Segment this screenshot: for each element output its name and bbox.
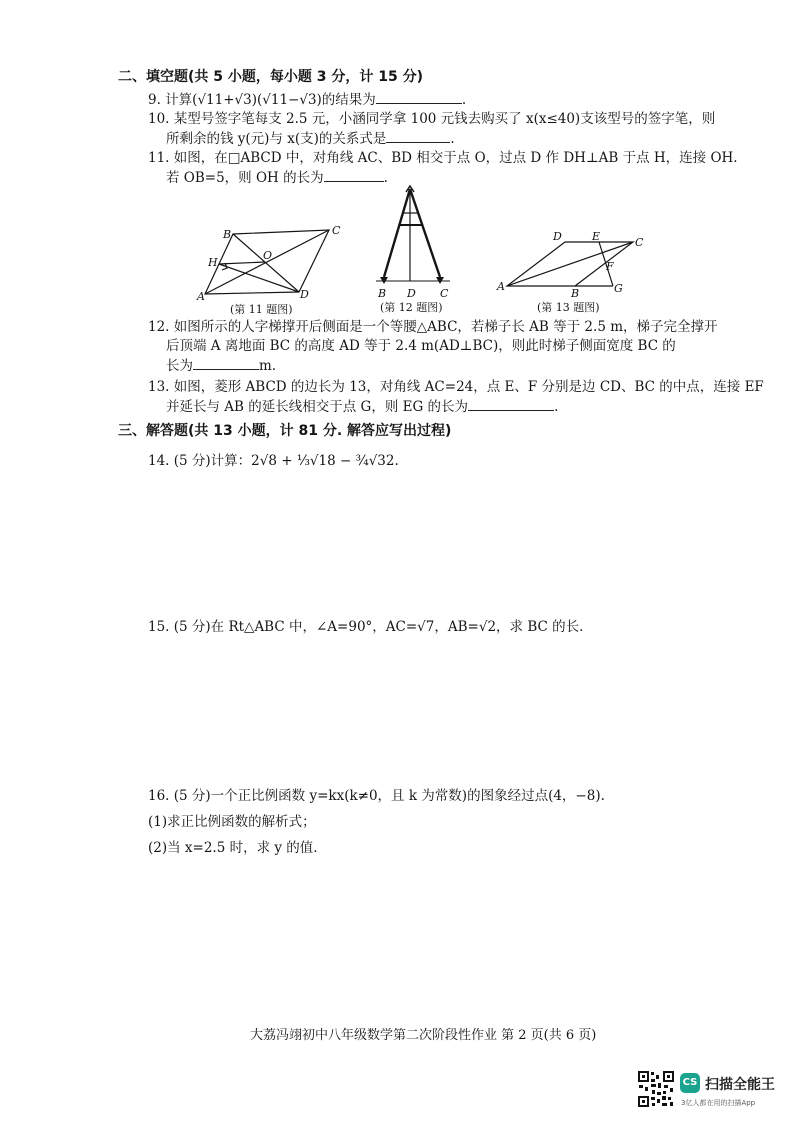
scanner-tagline: 3亿人都在用的扫描App <box>681 1099 756 1107</box>
question-14: 14. (5 分)计算：2√8 + ⅓√18 − ¾√32. <box>148 453 399 469</box>
q11-answer-blank[interactable] <box>324 168 384 182</box>
figure-11-parallelogram <box>195 218 345 300</box>
question-16-sub-2: (2)当 x=2.5 时，求 y 的值. <box>148 840 318 856</box>
qr-code-icon <box>637 1070 675 1108</box>
figure-11-caption: (第 11 题图) <box>230 303 293 316</box>
question-9: 9. 计算(√11+√3)(√11−√3)的结果为 . <box>148 92 467 108</box>
fig11-label-H: H <box>208 256 218 269</box>
fig11-label-C: C <box>332 224 341 237</box>
q9-answer-blank[interactable] <box>376 90 462 104</box>
question-11-line-2: 若 OB=5，则 OH 的长为 . <box>166 170 388 186</box>
figure-12-caption: (第 12 题图) <box>380 301 443 314</box>
figure-13-rhombus <box>493 228 648 298</box>
question-16-line-1: 16. (5 分)一个正比例函数 y=kx(k≠0，且 k 为常数)的图象经过点(4，−8). <box>148 788 605 804</box>
fig11-label-O: O <box>263 249 273 262</box>
q10-answer-blank[interactable] <box>386 129 450 143</box>
fig13-label-F: F <box>606 260 614 273</box>
fig11-label-A: A <box>197 290 205 300</box>
question-12-line-2: 后顶端 A 离地面 BC 的高度 AD 等于 2.4 m(AD⊥BC)，则此时梯子侧面宽度 BC 的 <box>166 338 676 354</box>
question-13-line-1: 13. 如图，菱形 ABCD 的边长为 13，对角线 AC=24，点 E、F 分别是边 CD、BC 的中点，连接 EF <box>148 379 764 395</box>
camscanner-logo-icon: CS <box>680 1073 700 1093</box>
fig11-label-D: D <box>300 288 309 300</box>
page-footer: 大荔冯翊初中八年级数学第二次阶段性作业 第 2 页(共 6 页) <box>250 1028 597 1043</box>
section-3-title: 三、解答题(共 13 小题，计 81 分. 解答应写出过程) <box>118 423 452 439</box>
question-12-line-3: 长为 m. <box>166 358 277 374</box>
question-12-line-1: 12. 如图所示的人字梯撑开后侧面是一个等腰△ABC，若梯子长 AB 等于 2.5 m，梯子完全撑开 <box>148 319 718 335</box>
q13-answer-blank[interactable] <box>468 397 554 411</box>
section-2-title: 二、填空题(共 5 小题，每小题 3 分，计 15 分) <box>118 69 424 85</box>
fig12-label-C: C <box>440 287 449 300</box>
fig13-label-C: C <box>635 236 644 249</box>
question-16-sub-1: (1)求正比例函数的解析式； <box>148 814 316 830</box>
figure-12-ladder <box>370 185 460 301</box>
scanner-app-name: 扫描全能王 <box>705 1077 775 1093</box>
fig13-label-E: E <box>592 230 601 243</box>
question-10-line-1: 10. 某型号签字笔每支 2.5 元，小涵同学拿 100 元钱去购买了 x(x≤40)支该型号的签字笔，则 <box>148 111 716 127</box>
question-10-line-2: 所剩余的钱 y(元)与 x(支)的关系式是 . <box>166 131 455 147</box>
fig11-label-B: B <box>223 228 232 241</box>
q12-answer-blank[interactable] <box>193 356 259 370</box>
fig13-label-A: A <box>497 280 505 293</box>
fig13-label-G: G <box>614 282 623 295</box>
question-11-line-1: 11. 如图，在□ABCD 中，对角线 AC、BD 相交于点 O，过点 D 作 DH⊥AB 于点 H，连接 OH. <box>148 150 738 166</box>
question-15: 15. (5 分)在 Rt△ABC 中，∠A=90°，AC=√7，AB=√2，求 BC 的长. <box>148 619 584 635</box>
figure-13-caption: (第 13 题图) <box>537 301 600 314</box>
fig12-label-B: B <box>378 287 387 300</box>
fig13-label-D: D <box>553 230 562 243</box>
question-13-line-2: 并延长与 AB 的延长线相交于点 G，则 EG 的长为 . <box>166 399 559 415</box>
fig12-label-D: D <box>407 287 416 300</box>
q9-text: 9. 计算(√11+√3)(√11−√3)的结果为 <box>148 92 376 108</box>
fig13-label-B: B <box>571 287 580 298</box>
